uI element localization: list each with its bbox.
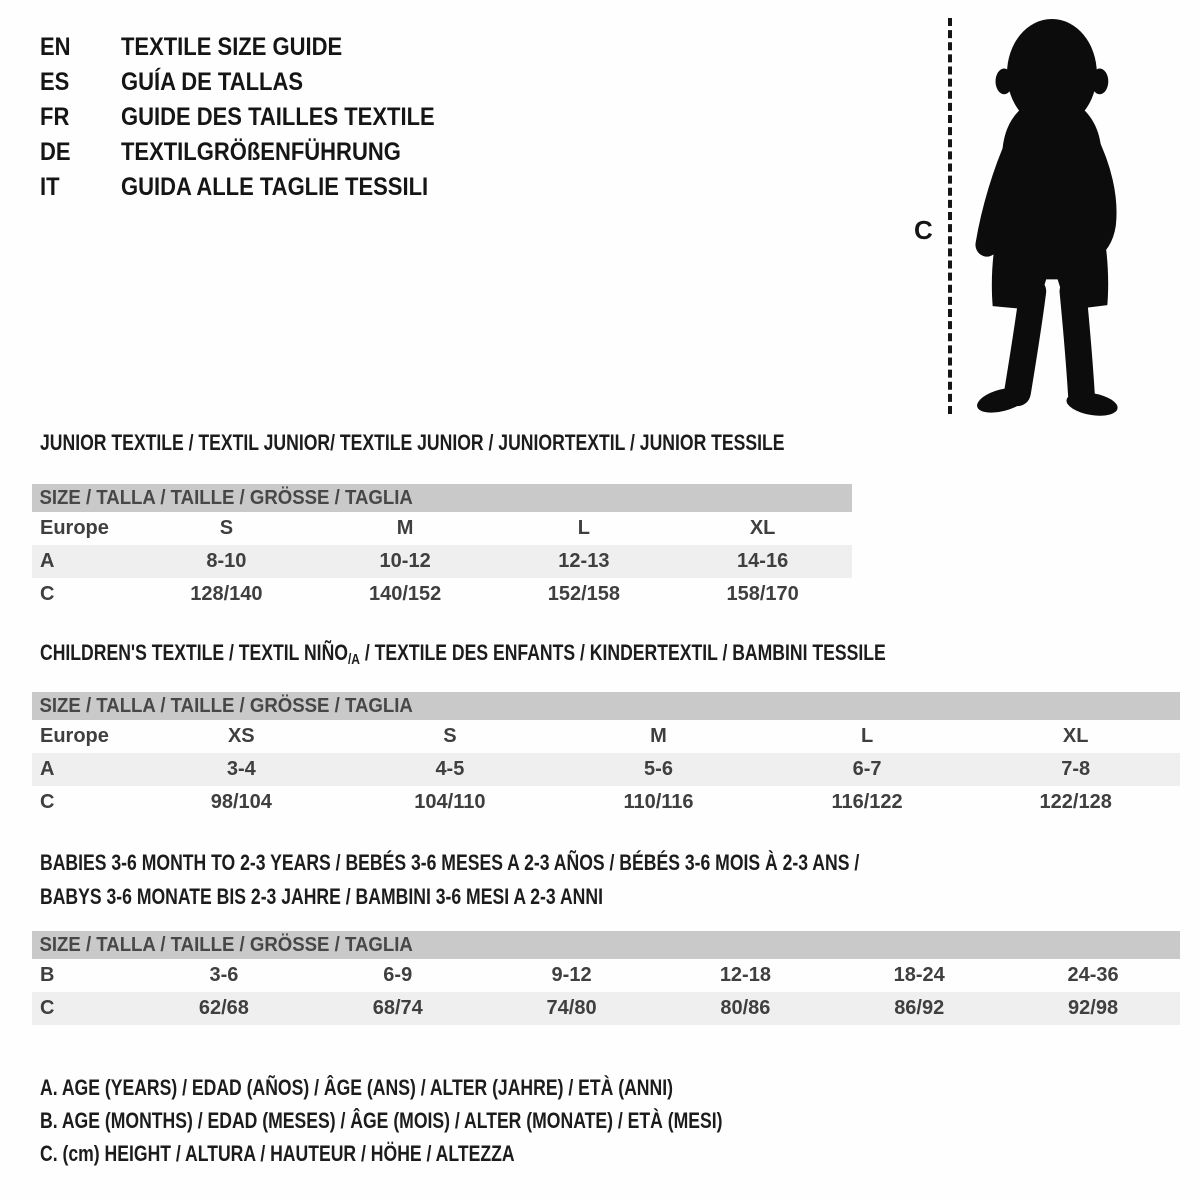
language-code: EN (40, 33, 71, 61)
language-row (40, 30, 435, 65)
row-label: Europe (40, 517, 109, 539)
language-code: ES (40, 68, 70, 96)
size-header-label: SIZE / TALLA / TAILLE / GRÖSSE / TAGLIA (39, 486, 413, 509)
legend-age-years: A. AGE (YEARS) / EDAD (AÑOS) / ÂGE (ANS) / ALTER (JAHRE) / ETÀ (ANNI) (40, 1074, 673, 1100)
table-cell: 80/86 (720, 997, 771, 1019)
table-cell: L (577, 517, 590, 539)
guide-title-de: TEXTILGRÖßENFÜHRUNG (120, 138, 401, 166)
table-cell: 152/158 (547, 583, 621, 605)
children-section-title (40, 639, 886, 673)
legend-block (40, 1071, 893, 1170)
table-cell: 62/68 (198, 997, 249, 1019)
table-cell: XS (227, 725, 255, 747)
table-row-age (32, 753, 1180, 786)
guide-title-en: TEXTILE SIZE GUIDE (120, 33, 343, 61)
row-label: Europe (40, 725, 109, 747)
babies-size-table (32, 931, 1180, 1025)
legend-age-months: B. AGE (MONTHS) / EDAD (MESES) / ÂGE (MOIS) / ALTER (MONATE) / ETÀ (MESI) (40, 1107, 723, 1133)
junior-section-title: JUNIOR TEXTILE / TEXTIL JUNIOR/ TEXTILE JUNIOR / JUNIORTEXTIL / JUNIOR TESSILE (40, 430, 785, 455)
table-cell: 12-18 (719, 964, 771, 986)
table-cell: 68/74 (372, 997, 423, 1019)
guide-title-fr: GUIDE DES TAILLES TEXTILE (120, 103, 435, 131)
table-cell: XL (749, 517, 776, 539)
table-cell: 24-36 (1067, 964, 1119, 986)
table-cell: 14-16 (737, 550, 789, 572)
table-cell: 110/116 (623, 791, 694, 813)
height-measure-label: C (914, 215, 933, 245)
table-cell: 12-13 (558, 550, 610, 572)
size-header-label: SIZE / TALLA / TAILLE / GRÖSSE / TAGLIA (39, 933, 413, 956)
size-header-band (32, 484, 852, 512)
babies-section-title-line2: BABYS 3-6 MONATE BIS 2-3 JAHRE / BAMBINI 3-6 MESI A 2-3 ANNI (40, 884, 603, 909)
row-label: C (40, 791, 55, 813)
table-cell: 3-6 (209, 964, 239, 986)
table-row-europe (32, 512, 852, 545)
table-cell: 18-24 (893, 964, 945, 986)
height-measure-line (948, 18, 952, 414)
table-cell: 7-8 (1061, 758, 1091, 780)
table-cell: 98/104 (210, 791, 272, 813)
babies-section-title-line1: BABIES 3-6 MONTH TO 2-3 YEARS / BEBÉS 3-6 MESES A 2-3 AÑOS / BÉBÉS 3-6 MOIS À 2-3 ANS / (40, 850, 860, 875)
children-title-sub: /A (347, 651, 360, 668)
table-row-age (32, 545, 852, 578)
size-header-label: SIZE / TALLA / TAILLE / GRÖSSE / TAGLIA (39, 694, 413, 717)
language-code: FR (40, 103, 70, 131)
table-cell: 158/170 (726, 583, 799, 605)
table-cell: 4-5 (435, 758, 465, 780)
language-code: DE (40, 138, 71, 166)
table-row-height (32, 578, 852, 611)
table-cell: 122/128 (1039, 791, 1112, 813)
table-row-height (32, 786, 1180, 819)
language-code: IT (40, 173, 60, 201)
table-row-height (32, 992, 1180, 1025)
table-cell: 6-9 (383, 964, 413, 986)
table-cell: 6-7 (852, 758, 882, 780)
row-label: A (40, 758, 55, 780)
table-cell: 5-6 (644, 758, 673, 780)
table-cell: 92/98 (1068, 997, 1119, 1019)
table-cell: 3-4 (226, 758, 256, 780)
table-cell: XL (1062, 725, 1089, 747)
table-cell: 74/80 (546, 997, 597, 1019)
guide-title-es: GUÍA DE TALLAS (120, 68, 304, 96)
table-cell: M (396, 517, 414, 539)
toddler-silhouette (964, 14, 1136, 420)
row-label: A (40, 550, 55, 572)
table-cell: 10-12 (379, 550, 431, 572)
table-cell: 128/140 (190, 583, 263, 605)
children-size-table (32, 692, 1180, 819)
table-cell: S (219, 517, 234, 539)
table-cell: 8-10 (206, 550, 247, 572)
children-title-post: / TEXTILE DES ENFANTS / KINDERTEXTIL / BAMBINI TESSILE (359, 640, 886, 665)
junior-size-table (32, 484, 852, 611)
legend-height-cm: C. (cm) HEIGHT / ALTURA / HAUTEUR / HÖHE / ALTEZZA (40, 1140, 515, 1166)
size-header-band (32, 931, 1180, 959)
language-row (40, 65, 435, 100)
table-cell: 140/152 (368, 583, 442, 605)
table-row-europe (32, 720, 1180, 753)
row-label: C (40, 583, 55, 605)
row-label: B (40, 964, 55, 986)
row-label: C (40, 997, 55, 1019)
table-cell: S (443, 725, 457, 747)
children-title-pre: CHILDREN'S TEXTILE / TEXTIL NIÑO (40, 640, 348, 665)
table-cell: M (650, 725, 667, 747)
table-cell: 9-12 (551, 964, 592, 986)
guide-title-it: GUIDA ALLE TAGLIE TESSILI (120, 173, 429, 201)
table-cell: L (860, 725, 874, 747)
language-row (40, 100, 435, 135)
language-title-block (40, 30, 489, 205)
language-row (40, 170, 435, 205)
table-cell: 104/110 (414, 791, 486, 813)
table-cell: 86/92 (894, 997, 945, 1019)
language-row (40, 135, 435, 170)
table-row-months (32, 959, 1180, 992)
table-cell: 116/122 (831, 791, 903, 813)
size-header-band (32, 692, 1180, 720)
